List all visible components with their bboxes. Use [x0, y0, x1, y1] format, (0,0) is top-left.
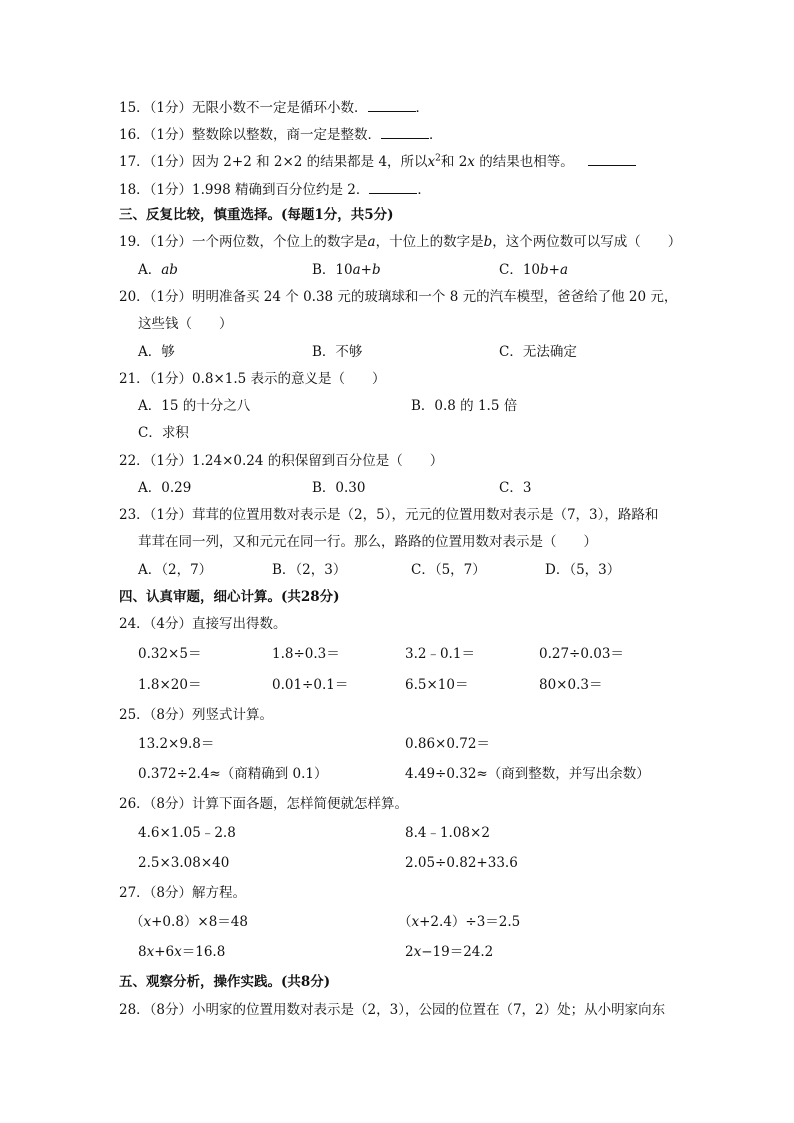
q20-option-b[interactable]: B．不够: [312, 344, 363, 360]
q25-item: 4.49÷0.32≈（商到整数，并写出余数）: [405, 766, 650, 782]
answer-blank-17[interactable]: [588, 151, 636, 166]
question-16: 16．（1分）整数除以整数，商一定是整数． ．: [119, 124, 443, 144]
q27-equation-4: 2x−19＝24.2: [405, 944, 494, 960]
q24-item: 3.2﹣0.1＝: [405, 646, 475, 662]
question-22: 22．（1分）1.24×0.24 的积保留到百分位是（ ）: [119, 453, 444, 469]
q26-item: 8.4﹣1.08×2: [405, 825, 490, 841]
q23-option-a[interactable]: A．（2，7）: [138, 562, 213, 578]
q24-item: 0.32×5＝: [138, 646, 202, 662]
q27-equation-1: （x+0.8）×8＝48: [130, 914, 248, 930]
q22-option-c[interactable]: C．3: [499, 480, 532, 496]
q19-option-b[interactable]: B．10a+b: [312, 262, 381, 278]
answer-blank-16[interactable]: [381, 124, 429, 139]
question-20-line1: 20．（1分）明明准备买 24 个 0.38 元的玻璃球和一个 8 元的汽车模型，爸爸给了他 20 元，: [119, 289, 678, 305]
q21-option-a[interactable]: A．15 的十分之八: [138, 398, 251, 414]
q26-item: 2.05÷0.82+33.6: [405, 855, 518, 871]
q19-option-a[interactable]: A．ab: [138, 262, 178, 278]
question-19: 19．（1分）一个两位数，个位上的数字是a，十位上的数字是b，这个两位数可以写成（ ）: [119, 234, 682, 250]
q23-option-d[interactable]: D．（5，3）: [545, 562, 621, 578]
question-23-line1: 23．（1分）茸茸的位置用数对表示是（2，5），元元的位置用数对表示是（7，3），路路和: [119, 507, 659, 523]
q26-item: 2.5×3.08×40: [138, 855, 230, 871]
q25-item: 0.86×0.72＝: [405, 736, 490, 752]
answer-blank-15[interactable]: [368, 97, 416, 112]
q27-equation-2: （x+2.4）÷3＝2.5: [398, 914, 521, 930]
q24-item: 0.27÷0.03＝: [539, 646, 624, 662]
q19-option-c[interactable]: C．10b+a: [499, 262, 569, 278]
q20-option-c[interactable]: C．无法确定: [499, 344, 577, 360]
section-4-heading: 四、认真审题，细心计算。(共28分): [119, 589, 340, 605]
q21-option-b[interactable]: B．0.8 的 1.5 倍: [411, 398, 518, 414]
q21-option-c[interactable]: C．求积: [138, 425, 189, 441]
question-20-line2: 这些钱（ ）: [138, 316, 233, 332]
section-3-heading: 三、反复比较，慎重选择。(每题1分，共5分): [119, 207, 394, 223]
question-24: 24．（4分）直接写出得数。: [119, 616, 287, 632]
question-17: 17．（1分）因为 2+2 和 2×2 的结果都是 4，所以$x^2$和 2x 的结果也相等。: [119, 151, 636, 171]
question-21: 21．（1分）0.8×1.5 表示的意义是（ ）: [119, 371, 386, 387]
question-18: 18．（1分）1.998 精确到百分位约是 2． ．: [119, 179, 431, 199]
q23-option-c[interactable]: C．（5，7）: [411, 562, 486, 578]
q23-option-b[interactable]: B．（2，3）: [272, 562, 347, 578]
answer-blank-18[interactable]: [369, 179, 417, 194]
q27-equation-3: 8x+6x＝16.8: [138, 944, 226, 960]
q22-option-a[interactable]: A．0.29: [138, 480, 192, 496]
q24-item: 1.8÷0.3＝: [272, 646, 340, 662]
question-23-line2: 茸茸在同一列，又和元元在同一行。那么，路路的位置用数对表示是（ ）: [138, 534, 597, 550]
q24-item: 0.01÷0.1＝: [272, 677, 349, 693]
question-27: 27．（8分）解方程。: [119, 885, 247, 901]
q24-item: 6.5×10＝: [405, 677, 469, 693]
question-28: 28．（8分）小明家的位置用数对表示是（2，3），公园的位置在（7，2）处；从小明家向东: [119, 1002, 666, 1018]
q24-item: 80×0.3＝: [539, 677, 603, 693]
q25-item: 13.2×9.8＝: [138, 736, 215, 752]
question-25: 25．（8分）列竖式计算。: [119, 707, 274, 723]
q20-option-a[interactable]: A．够: [138, 344, 175, 360]
q22-option-b[interactable]: B．0.30: [312, 480, 366, 496]
q24-item: 1.8×20＝: [138, 677, 202, 693]
question-26: 26．（8分）计算下面各题，怎样简便就怎样算。: [119, 796, 409, 812]
q25-item: 0.372÷2.4≈（商精确到 0.1）: [138, 766, 328, 782]
q26-item: 4.6×1.05﹣2.8: [138, 825, 236, 841]
section-5-heading: 五、观察分析，操作实践。(共8分): [119, 974, 331, 990]
question-15: 15．（1分）无限小数不一定是循环小数． ．: [119, 97, 429, 117]
